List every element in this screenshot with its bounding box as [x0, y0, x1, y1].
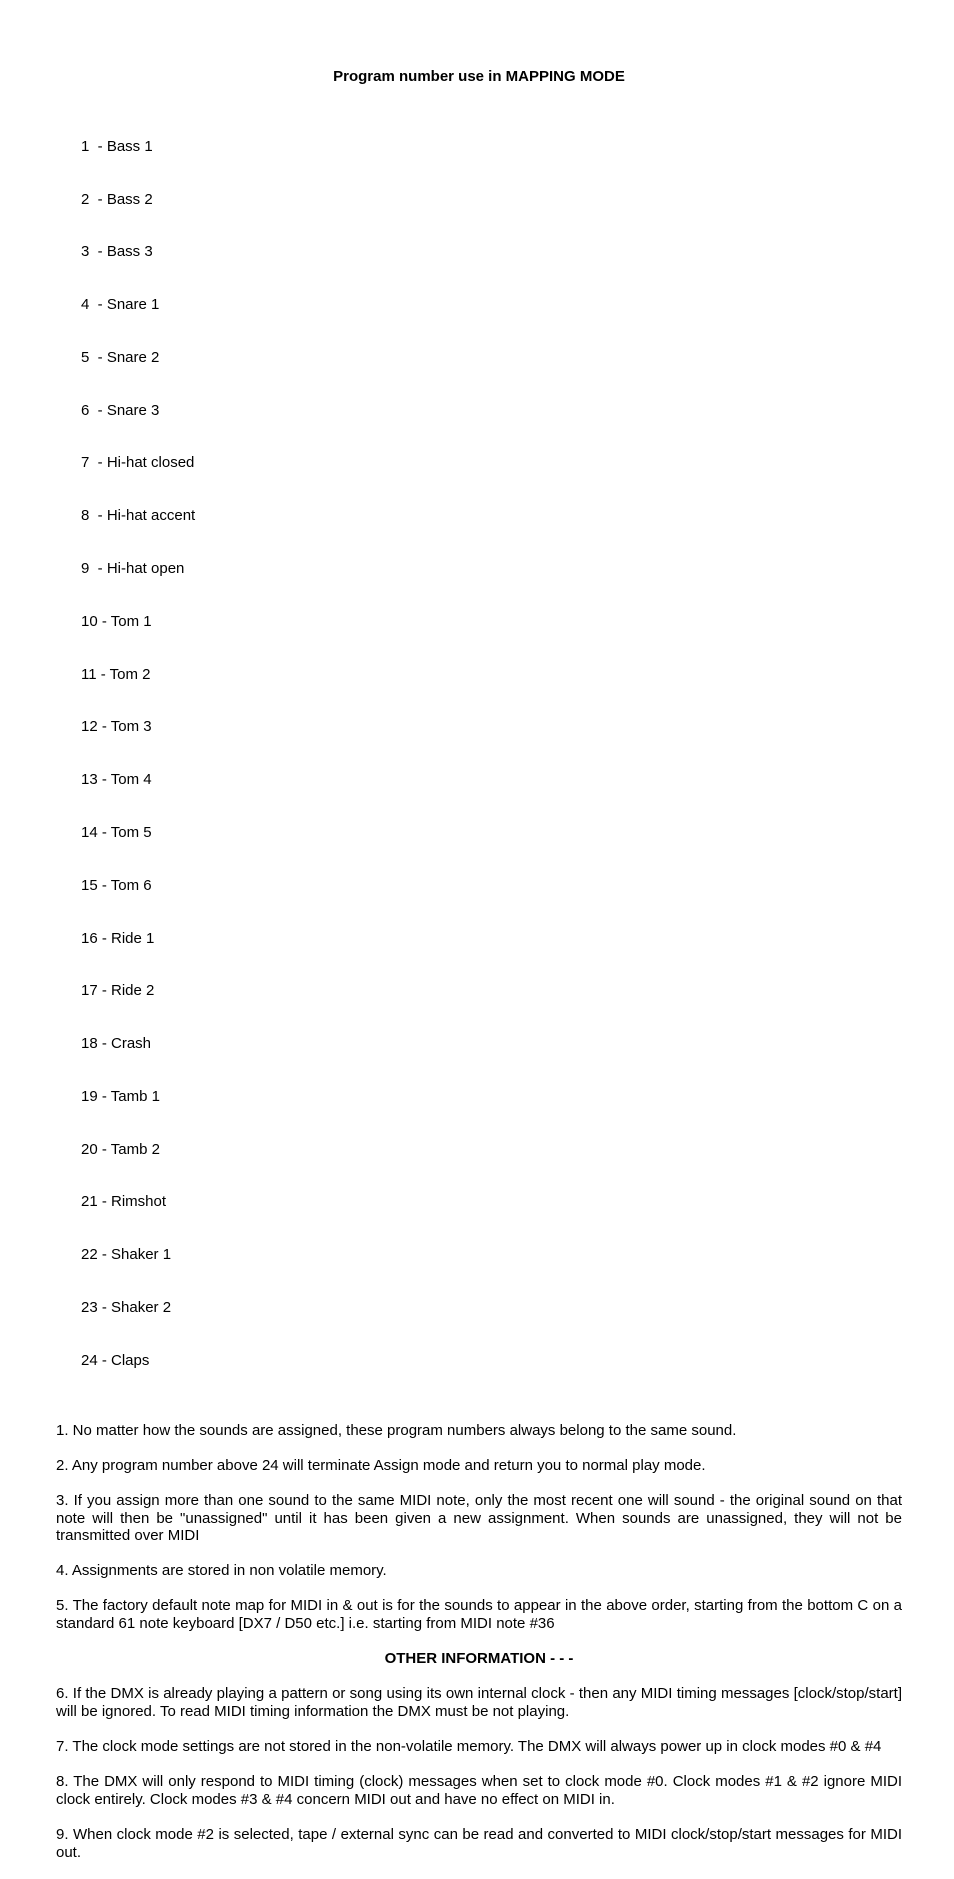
mapping-notes — [56, 1422, 902, 1633]
program-item: 5 - Snare 2 — [81, 348, 160, 366]
other-information-heading: OTHER INFORMATION - - - — [384, 1650, 574, 1668]
program-item: 6 - Snare 3 — [81, 401, 160, 419]
note-paragraph: 9. When clock mode #2 is selected, tape / external sync can be read and converted to MIDI clock/stop/start messages for MIDI out. — [56, 1826, 902, 1861]
program-item: 15 - Tom 6 — [81, 876, 152, 894]
program-item: 24 - Claps — [81, 1351, 150, 1369]
program-item: 11 - Tom 2 — [81, 665, 151, 683]
note-paragraph: 6. If the DMX is already playing a pattern or song using its own internal clock - then any MIDI timing messages [clock/stop/start] will be ignored. To read MIDI timing information the DMX must be not playing. — [56, 1685, 902, 1721]
note-paragraph: 7. The clock mode settings are not stored in the non-volatile memory. The DMX will always power up in clock modes #0 & #4 — [56, 1738, 882, 1756]
note-paragraph: 5. The factory default note map for MIDI in & out is for the sounds to appear in the above order, starting from the bottom C on a standard 61 note keyboard [DX7 / D50 etc.] i.e. starting from MIDI note #36 — [56, 1597, 902, 1633]
program-item: 21 - Rimshot — [81, 1193, 167, 1211]
note-paragraph: 2. Any program number above 24 will terminate Assign mode and return you to normal play mode. — [56, 1456, 706, 1474]
program-number-list — [81, 103, 902, 1405]
program-item: 14 - Tom 5 — [81, 823, 152, 841]
program-item: 4 - Snare 1 — [81, 296, 160, 314]
note-paragraph: 3. If you assign more than one sound to the same MIDI note, only the most recent one will sound - the original sound on that note will then be "unassigned" until it has been given a new assignment. When sounds are unassigned, they will not be transmitted over MIDI — [56, 1491, 902, 1545]
program-item: 12 - Tom 3 — [81, 718, 152, 736]
program-item: 2 - Bass 2 — [81, 190, 153, 208]
program-item: 9 - Hi-hat open — [81, 560, 185, 578]
program-item: 22 - Shaker 1 — [81, 1246, 172, 1264]
note-paragraph: 1. No matter how the sounds are assigned, these program numbers always belong to the same sound. — [56, 1421, 737, 1439]
mapping-mode-heading: Program number use in MAPPING MODE — [333, 68, 625, 85]
program-item: 10 - Tom 1 — [81, 612, 152, 630]
program-item: 7 - Hi-hat closed — [81, 454, 195, 472]
program-item: 19 - Tamb 1 — [81, 1087, 160, 1105]
program-item: 13 - Tom 4 — [81, 771, 152, 789]
program-item: 1 - Bass 1 — [81, 137, 153, 155]
program-item: 20 - Tamb 2 — [81, 1140, 160, 1158]
note-paragraph: 4. Assignments are stored in non volatile memory. — [56, 1562, 387, 1580]
program-item: 18 - Crash — [81, 1035, 152, 1053]
other-notes — [56, 1685, 902, 1861]
program-item: 23 - Shaker 2 — [81, 1298, 172, 1316]
program-item: 3 - Bass 3 — [81, 243, 153, 261]
document-page — [56, 68, 902, 1879]
program-item: 16 - Ride 1 — [81, 929, 155, 947]
program-item: 17 - Ride 2 — [81, 982, 155, 1000]
program-item: 8 - Hi-hat accent — [81, 507, 196, 525]
note-paragraph: 8. The DMX will only respond to MIDI timing (clock) messages when set to clock mode #0. Clock modes #1 & #2 ignore MIDI clock entirely. Clock modes #3 & #4 concern MIDI out and have no effect on MIDI in. — [56, 1773, 902, 1808]
